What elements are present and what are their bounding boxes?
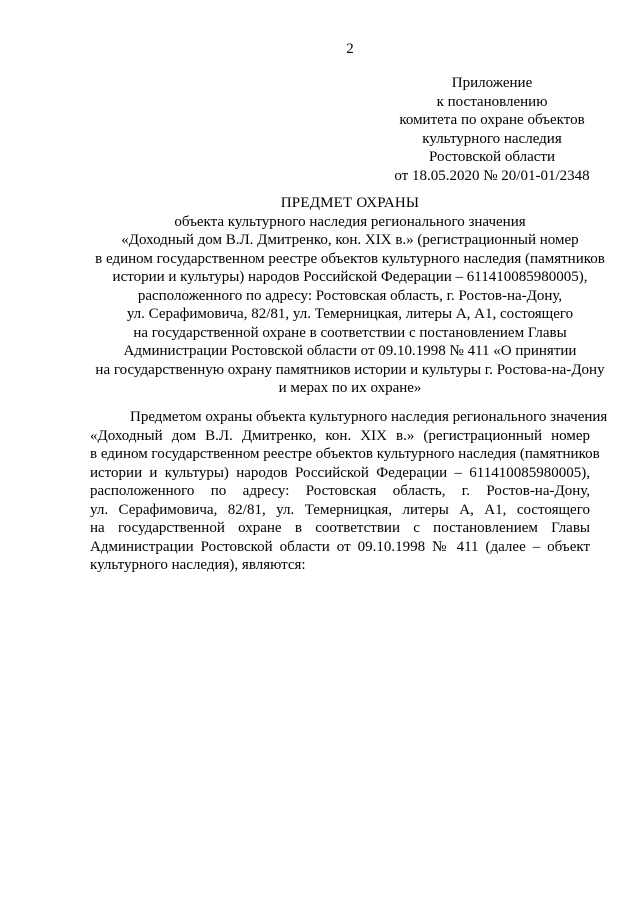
body-line: на государственной охране в соответствии с постановлением Главы: [90, 520, 590, 536]
appendix-date-number: от 18.05.2020 № 20/01-01/2348: [394, 167, 590, 184]
document-title: ПРЕДМЕТ ОХРАНЫ: [280, 195, 420, 211]
body-line: расположенного по адресу: Ростовская область, г. Ростов-на-Дону,: [90, 483, 590, 499]
appendix-line: комитета по охране объектов: [399, 112, 585, 128]
appendix-line: Ростовской области: [429, 149, 555, 165]
heading-line: расположенного по адресу: Ростовская область, г. Ростов-на-Дону,: [137, 287, 563, 304]
heading-line: Администрации Ростовской области от 09.10.1998 № 411 «О принятии: [123, 343, 577, 359]
body-line: Предметом охраны объекта культурного наследия регионального значения: [130, 409, 608, 425]
appendix-block: [392, 74, 592, 185]
heading-line: в едином государственном реестре объектов культурного наследия (памятников: [95, 250, 605, 267]
heading-line: на государственную охрану памятников истории и культуры г. Ростова-на-Дону: [95, 361, 605, 378]
heading-line: объекта культурного наследия регионального значения: [174, 213, 526, 230]
body-line: культурного наследия), являются:: [90, 557, 306, 573]
appendix-line: культурного наследия: [422, 130, 562, 147]
page-number: 2: [346, 41, 354, 57]
body-line: истории и культуры) народов Российской Федерации – 611410085980005),: [90, 464, 590, 481]
body-line: в едином государственном реестре объектов культурного наследия (памятников: [90, 446, 600, 462]
heading-line: и мерах по их охране»: [278, 380, 422, 396]
body-line: «Доходный дом В.Л. Дмитренко, кон. XIX в.» (регистрационный номер: [90, 427, 590, 444]
body-line: Администрации Ростовской области от 09.10.1998 № 411 (далее – объект: [90, 538, 590, 555]
heading-line: «Доходный дом В.Л. Дмитренко, кон. XIX в.» (регистрационный номер: [121, 232, 579, 248]
appendix-line: Приложение: [451, 75, 533, 91]
heading-line: истории и культуры) народов Российской Федерации – 611410085980005),: [112, 269, 588, 285]
appendix-line: к постановлению: [436, 93, 548, 110]
heading-line: на государственной охране в соответствии с постановлением Главы: [133, 324, 567, 341]
body-paragraph: [90, 408, 608, 575]
document-heading: [70, 194, 630, 398]
body-line: ул. Серафимовича, 82/81, ул. Темерницкая, литеры А, А1, состоящего: [90, 501, 590, 518]
heading-line: ул. Серафимовича, 82/81, ул. Темерницкая, литеры А, А1, состоящего: [126, 306, 574, 322]
